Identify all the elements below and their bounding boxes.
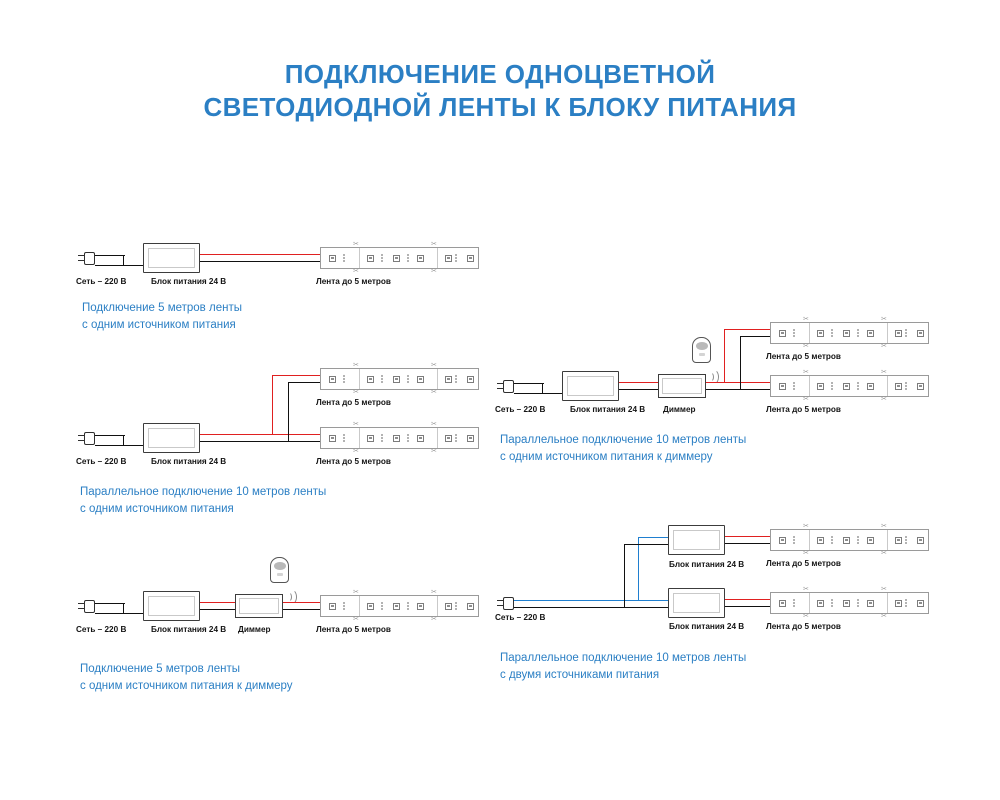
caption-1-line-1: Подключение 5 метров ленты: [82, 302, 242, 314]
led-strip-5-upper: ✂ ✂ ✂ ✂: [770, 529, 929, 551]
strip-label-2-lower: Лента до 5 метров: [316, 457, 391, 466]
caption-2-line-2: с одним источником питания: [80, 502, 234, 515]
strip-label-5-lower: Лента до 5 метров: [766, 622, 841, 631]
strip-label-3: Лента до 5 метров: [316, 625, 391, 634]
psu5-upper-out-positive: [725, 536, 770, 537]
mains-phase-riser-top-5: [638, 537, 668, 538]
page-title-line-1: ПОДКЛЮЧЕНИЕ ОДНОЦВЕТНОЙ: [284, 59, 716, 89]
mains-label-4: Сеть – 220 В: [495, 405, 546, 414]
mains-neutral-riser-top-5: [624, 544, 668, 545]
mains-neutral-wire-5: [514, 607, 640, 608]
psu-label-2: Блок питания 24 В: [151, 457, 227, 466]
dimmer-label-3: Диммер: [238, 625, 271, 634]
led-strip-2-lower: ✂ ✂ ✂ ✂: [320, 427, 479, 449]
led-strip-3: ✂ ✂ ✂ ✂: [320, 595, 479, 617]
psu-label-1: Блок питания 24 В: [151, 277, 227, 286]
strip-label-4-upper: Лента до 5 метров: [766, 352, 841, 361]
psu-label-5-upper: Блок питания 24 В: [669, 560, 745, 569]
caption-4-line-2: с одним источником питания к диммеру: [500, 450, 713, 463]
psu-label-3: Блок питания 24 В: [151, 625, 227, 634]
dimmer-label-4: Диммер: [663, 405, 696, 414]
strip-label-4-lower: Лента до 5 метров: [766, 405, 841, 414]
strip-label-2-upper: Лента до 5 метров: [316, 398, 391, 407]
led-strip-1: ✂ ✂ ✂ ✂: [320, 247, 479, 269]
psu5-lower-out-positive: [725, 599, 770, 600]
mains-neutral-branch-low-5: [640, 607, 668, 608]
caption-2-line-1: Параллельное подключение 10 метров ленты: [80, 486, 327, 498]
caption-3-line-1: Подключение 5 метров ленты: [80, 663, 240, 675]
psu5-upper-out-negative: [725, 543, 770, 544]
caption-1-line-2: с одним источником питания: [82, 318, 236, 331]
psu-label-4: Блок питания 24 В: [570, 405, 646, 414]
mains-label-5: Сеть – 220 В: [495, 613, 546, 622]
strip-label-5-upper: Лента до 5 метров: [766, 559, 841, 568]
power-supply-box-5-lower: [668, 588, 725, 618]
caption-5-line-2: с двумя источниками питания: [500, 668, 660, 681]
mains-label-1: Сеть – 220 В: [76, 277, 127, 286]
strip-label-1: Лента до 5 метров: [316, 277, 391, 286]
caption-3-line-2: с одним источником питания к диммеру: [80, 679, 293, 692]
psu-label-5-lower: Блок питания 24 В: [669, 622, 745, 631]
caption-5-line-1: Параллельное подключение 10 метров ленты: [500, 652, 747, 664]
led-strip-5-lower: ✂ ✂ ✂ ✂: [770, 592, 929, 614]
mains-phase-riser-5: [638, 537, 639, 601]
mains-label-3: Сеть – 220 В: [76, 625, 127, 634]
led-strip-4-upper: ✂ ✂ ✂ ✂: [770, 322, 929, 344]
led-strip-4-lower: ✂ ✂ ✂ ✂: [770, 375, 929, 397]
mains-phase-wire-5: [514, 600, 640, 601]
power-supply-box-5-upper: [668, 525, 725, 555]
mains-label-2: Сеть – 220 В: [76, 457, 127, 466]
mains-neutral-riser-5: [624, 544, 625, 608]
page-title-line-2: СВЕТОДИОДНОЙ ЛЕНТЫ К БЛОКУ ПИТАНИЯ: [203, 92, 797, 123]
psu5-lower-out-negative: [725, 606, 770, 607]
mains-phase-branch-low-5: [640, 600, 668, 601]
caption-5: [500, 650, 746, 683]
led-strip-2-upper: ✂ ✂ ✂ ✂: [320, 368, 479, 390]
caption-4-line-1: Параллельное подключение 10 метров ленты: [500, 434, 747, 446]
